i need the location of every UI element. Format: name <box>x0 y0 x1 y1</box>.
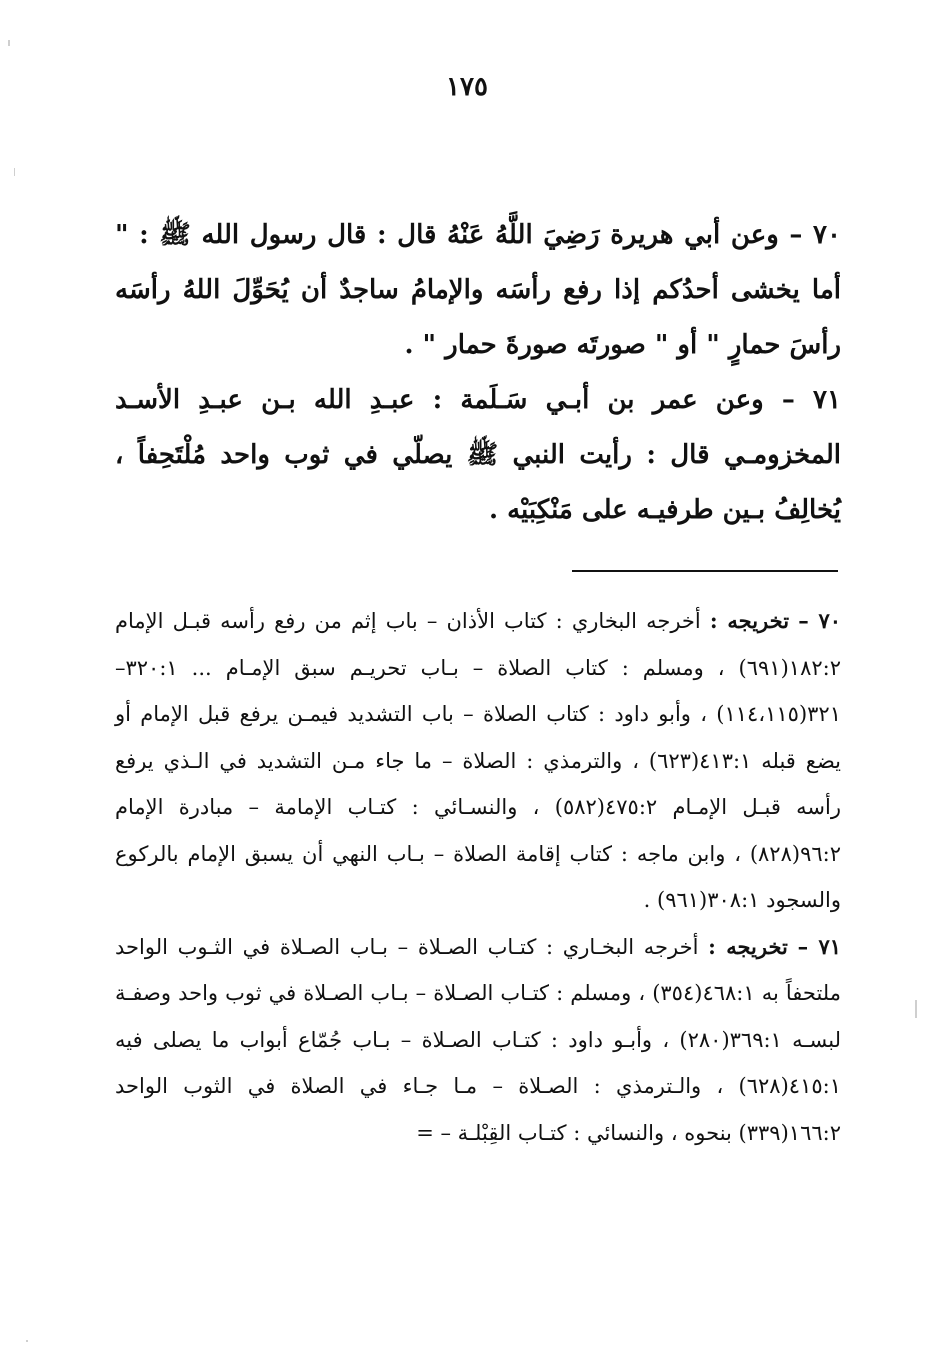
footnote-70 <box>115 598 841 924</box>
footnote-label: تخريجه : <box>709 608 790 633</box>
footnote-body: أخرجه البخـاري : كتـاب الصـلاة – بـاب الصـلاة في الثـوب الواحد ملتحفاً به ٤٦٨:١(٣٥٤) ، ومسلم : كتـاب الصـلاة – بـاب الصـلاة في ثوب واحد وصفـة لبسـه ٣٦٩:١(٢٨٠) ، وأبـو داود : كتـاب الصـلاة – بـاب جُمّاع أبواب ما يصلى فيه ٤١٥:١(٦٢٨) ، والـترمذي : الصـلاة – مـا جـاء في الصلاة في الثوب الواحد ١٦٦:٢(٣٣٩) بنحوه ، والنسائي : كتـاب القِبْلـة – = <box>115 934 842 1145</box>
footnote-number: ٧٠ – <box>798 608 842 633</box>
scan-speck <box>14 168 15 176</box>
hadith-body: وعن أبي هريرة رَضِيَ اللَّهُ عَنْهُ قال : قال رسول الله ﷺ : " أما يخشى أحدُكم إذا رفع رأسَه والإمامُ ساجدٌ أن يُحَوِّلَ اللهُ رأسَه رأسَ حمارٍ " أو " صورتَه صورةَ حمار " . <box>115 220 841 360</box>
footnote-body: أخرجه البخاري : كتاب الأذان – باب إثم من رفع رأسه قبـل الإمام ١٨٢:٢(٦٩١) ، ومسلم : كتاب الصلاة – بـاب تحريـم سبق الإمـام ... ٣٢٠:١–٣٢١(١١٤،١١٥) ، وأبو داود : كتاب الصلاة – باب التشديد فيمـن يرفع قبل الإمام أو يضع قبله ٤١٣:١(٦٢٣) ، والترمذي : الصلاة – ما جاء مـن التشديد في الـذي يرفع رأسه قبـل الإمـام ٤٧٥:٢(٥٨٢) ، والنسـائي : كتـاب الإمامة – مبادرة الإمام ٩٦:٢(٨٢٨) ، وابن ماجه : كتاب إقامة الصلاة – بـاب النهي أن يسبق الإمام بالركوع والسجود ٣٠٨:١(٩٦١) . <box>115 609 842 912</box>
footnote-divider <box>572 570 838 572</box>
scan-speck <box>26 1340 28 1342</box>
scan-speck <box>8 40 10 46</box>
hadith-70 <box>115 208 841 373</box>
hadith-71 <box>115 373 841 538</box>
hadith-body: وعن عمر بن أبـي سَـلَمة : عبـدِ الله بـن عبـدِ الأسـد المخزومـي قال : رأيت النبي ﷺ يصلّي في ثوب واحد مُلْتَحِفاً ، يُخالِفُ بـين طرفيـه على مَنْكِبَيْه . <box>115 385 841 525</box>
hadith-number: ٧٠ – <box>789 220 841 250</box>
footnote-number: ٧١ – <box>797 933 842 959</box>
hadith-number: ٧١ – <box>781 385 841 415</box>
footnote-71 <box>115 924 841 1157</box>
scan-speck <box>915 1000 917 1018</box>
footnote-label: تخريجه : <box>708 933 788 959</box>
footnotes <box>115 598 841 1156</box>
page-number: ١٧٥ <box>446 72 488 102</box>
hadith-text <box>115 208 841 538</box>
